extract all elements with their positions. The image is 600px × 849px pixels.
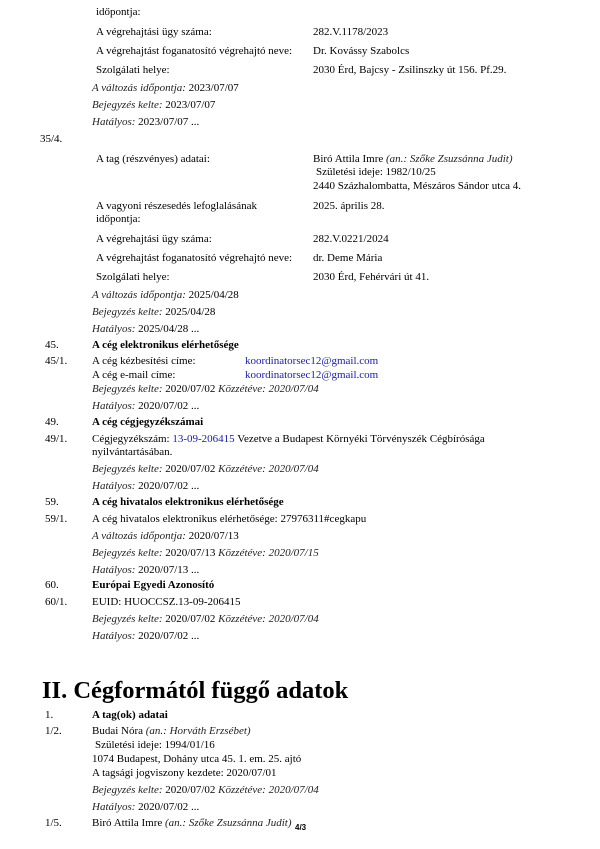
field-value: Dr. Kovássy Szabolcs xyxy=(313,45,410,57)
field-label: Szolgálati helye: xyxy=(96,64,170,76)
registration-date-line: Bejegyzés kelte: 2020/07/13 Közzétéve: 2020/07/15 xyxy=(92,547,319,559)
effective-date-line: Hatályos: 2020/07/02 ... xyxy=(92,630,200,642)
field-value: 2030 Érd, Bajcsy - Zsilinszky út 156. Pf.29. xyxy=(313,64,507,76)
registry-number-link[interactable]: 13-09-206415 xyxy=(172,433,235,445)
effective-date-line: Hatályos: 2020/07/02 ... xyxy=(92,400,200,412)
field-label: A tag (részvényes) adatai: xyxy=(96,153,210,165)
member-name: Biró Attila Imre (an.: Szőke Zsuzsánna Judit) xyxy=(92,817,292,829)
section-title: A cég elektronikus elérhetősége xyxy=(92,339,239,351)
registration-date-line: Bejegyzés kelte: 2025/04/28 xyxy=(92,306,216,318)
section-number: 60. xyxy=(45,579,59,591)
entry-number: 35/4. xyxy=(40,133,63,145)
registration-date-line: Bejegyzés kelte: 2023/07/07 xyxy=(92,99,216,111)
registration-date-line: Bejegyzés kelte: 2020/07/02 Közzétéve: 2020/07/04 xyxy=(92,784,319,796)
registry-number-line: Cégjegyzékszám: 13-09-206415 Vezetve a Budapest Környéki Törvényszék Cégbírósága xyxy=(92,433,485,445)
field-label: A végrehajtási ügy száma: xyxy=(96,233,212,245)
field-label: A végrehajtást foganatosító végrehajtó neve: xyxy=(96,45,293,57)
effective-date-line: Hatályos: 2020/07/13 ... xyxy=(92,564,200,576)
effective-date-line: Hatályos: 2020/07/02 ... xyxy=(92,480,200,492)
section-number: 49. xyxy=(45,416,59,428)
entry-number: 1/5. xyxy=(45,817,62,829)
section-title: Európai Egyedi Azonosító xyxy=(92,579,215,591)
effective-date-line: Hatályos: 2025/04/28 ... xyxy=(92,323,200,335)
section-title: A cég cégjegyzékszámai xyxy=(92,416,204,428)
field-label: időpontja: xyxy=(96,6,141,18)
field-label: időpontja: xyxy=(96,213,141,225)
effective-date-line: Hatályos: 2020/07/02 ... xyxy=(92,801,200,813)
field-label: A cég e-mail címe: xyxy=(92,369,176,381)
part-title: II. Cégformától függő adatok xyxy=(42,677,349,704)
section-title: A cég hivatalos elektronikus elérhetősége xyxy=(92,496,284,508)
section-number: 1. xyxy=(45,709,54,721)
change-date-line: A változás időpontja: 2023/07/07 xyxy=(92,82,239,94)
field-label: A végrehajtási ügy száma: xyxy=(96,26,212,38)
field-value: 282.V.0221/2024 xyxy=(313,233,389,245)
membership-start: A tagsági jogviszony kezdete: 2020/07/01 xyxy=(92,767,277,779)
change-date-line: A változás időpontja: 2020/07/13 xyxy=(92,530,239,542)
section-number: 59. xyxy=(45,496,59,508)
entry-number: 45/1. xyxy=(45,355,68,367)
entry-text: EUID: HUOCCSZ.13-09-206415 xyxy=(92,596,241,608)
field-value: 282.V.1178/2023 xyxy=(313,26,389,38)
registration-date-line: Bejegyzés kelte: 2020/07/02 Közzétéve: 2020/07/04 xyxy=(92,613,319,625)
entry-number: 1/2. xyxy=(45,725,62,737)
field-label: A végrehajtást foganatosító végrehajtó neve: xyxy=(96,252,293,264)
section-title: A tag(ok) adatai xyxy=(92,709,168,721)
member-address: 1074 Budapest, Dohány utca 45. 1. em. 25. ajtó xyxy=(92,753,302,765)
delivery-address-link[interactable]: koordinatorsec12@gmail.com xyxy=(245,355,379,367)
registration-date-line: Bejegyzés kelte: 2020/07/02 Közzétéve: 2020/07/04 xyxy=(92,463,319,475)
member-birth: Születési ideje: 1994/01/16 xyxy=(95,739,215,751)
entry-text: A cég hivatalos elektronikus elérhetősége: 27976311#cegkapu xyxy=(92,513,367,525)
field-label: A cég kézbesítési címe: xyxy=(92,355,196,367)
member-birth: Születési ideje: 1982/10/25 xyxy=(316,166,436,178)
entry-number: 59/1. xyxy=(45,513,68,525)
change-date-line: A változás időpontja: 2025/04/28 xyxy=(92,289,239,301)
effective-date-line: Hatályos: 2023/07/07 ... xyxy=(92,116,200,128)
email-link[interactable]: koordinatorsec12@gmail.com xyxy=(245,369,379,381)
page-number: 4/3 xyxy=(295,823,307,832)
member-address: 2440 Százhalombatta, Mészáros Sándor utca 4. xyxy=(313,180,522,192)
section-number: 45. xyxy=(45,339,59,351)
registration-date-line: Bejegyzés kelte: 2020/07/02 Közzétéve: 2020/07/04 xyxy=(92,383,319,395)
field-value: dr. Deme Mária xyxy=(313,252,383,264)
field-value: 2030 Érd, Fehérvári út 41. xyxy=(313,271,430,283)
registry-number-continuation: nyilvántartásában. xyxy=(92,446,173,458)
field-label: A vagyoni részesedés lefoglalásának xyxy=(96,200,257,212)
field-value: 2025. április 28. xyxy=(313,200,385,212)
member-name: Biró Attila Imre (an.: Szőke Zsuzsánna Judit) xyxy=(313,153,513,165)
member-name: Budai Nóra (an.: Horváth Erzsébet) xyxy=(92,725,251,737)
field-label: Szolgálati helye: xyxy=(96,271,170,283)
entry-number: 60/1. xyxy=(45,596,68,608)
entry-number: 49/1. xyxy=(45,433,68,445)
